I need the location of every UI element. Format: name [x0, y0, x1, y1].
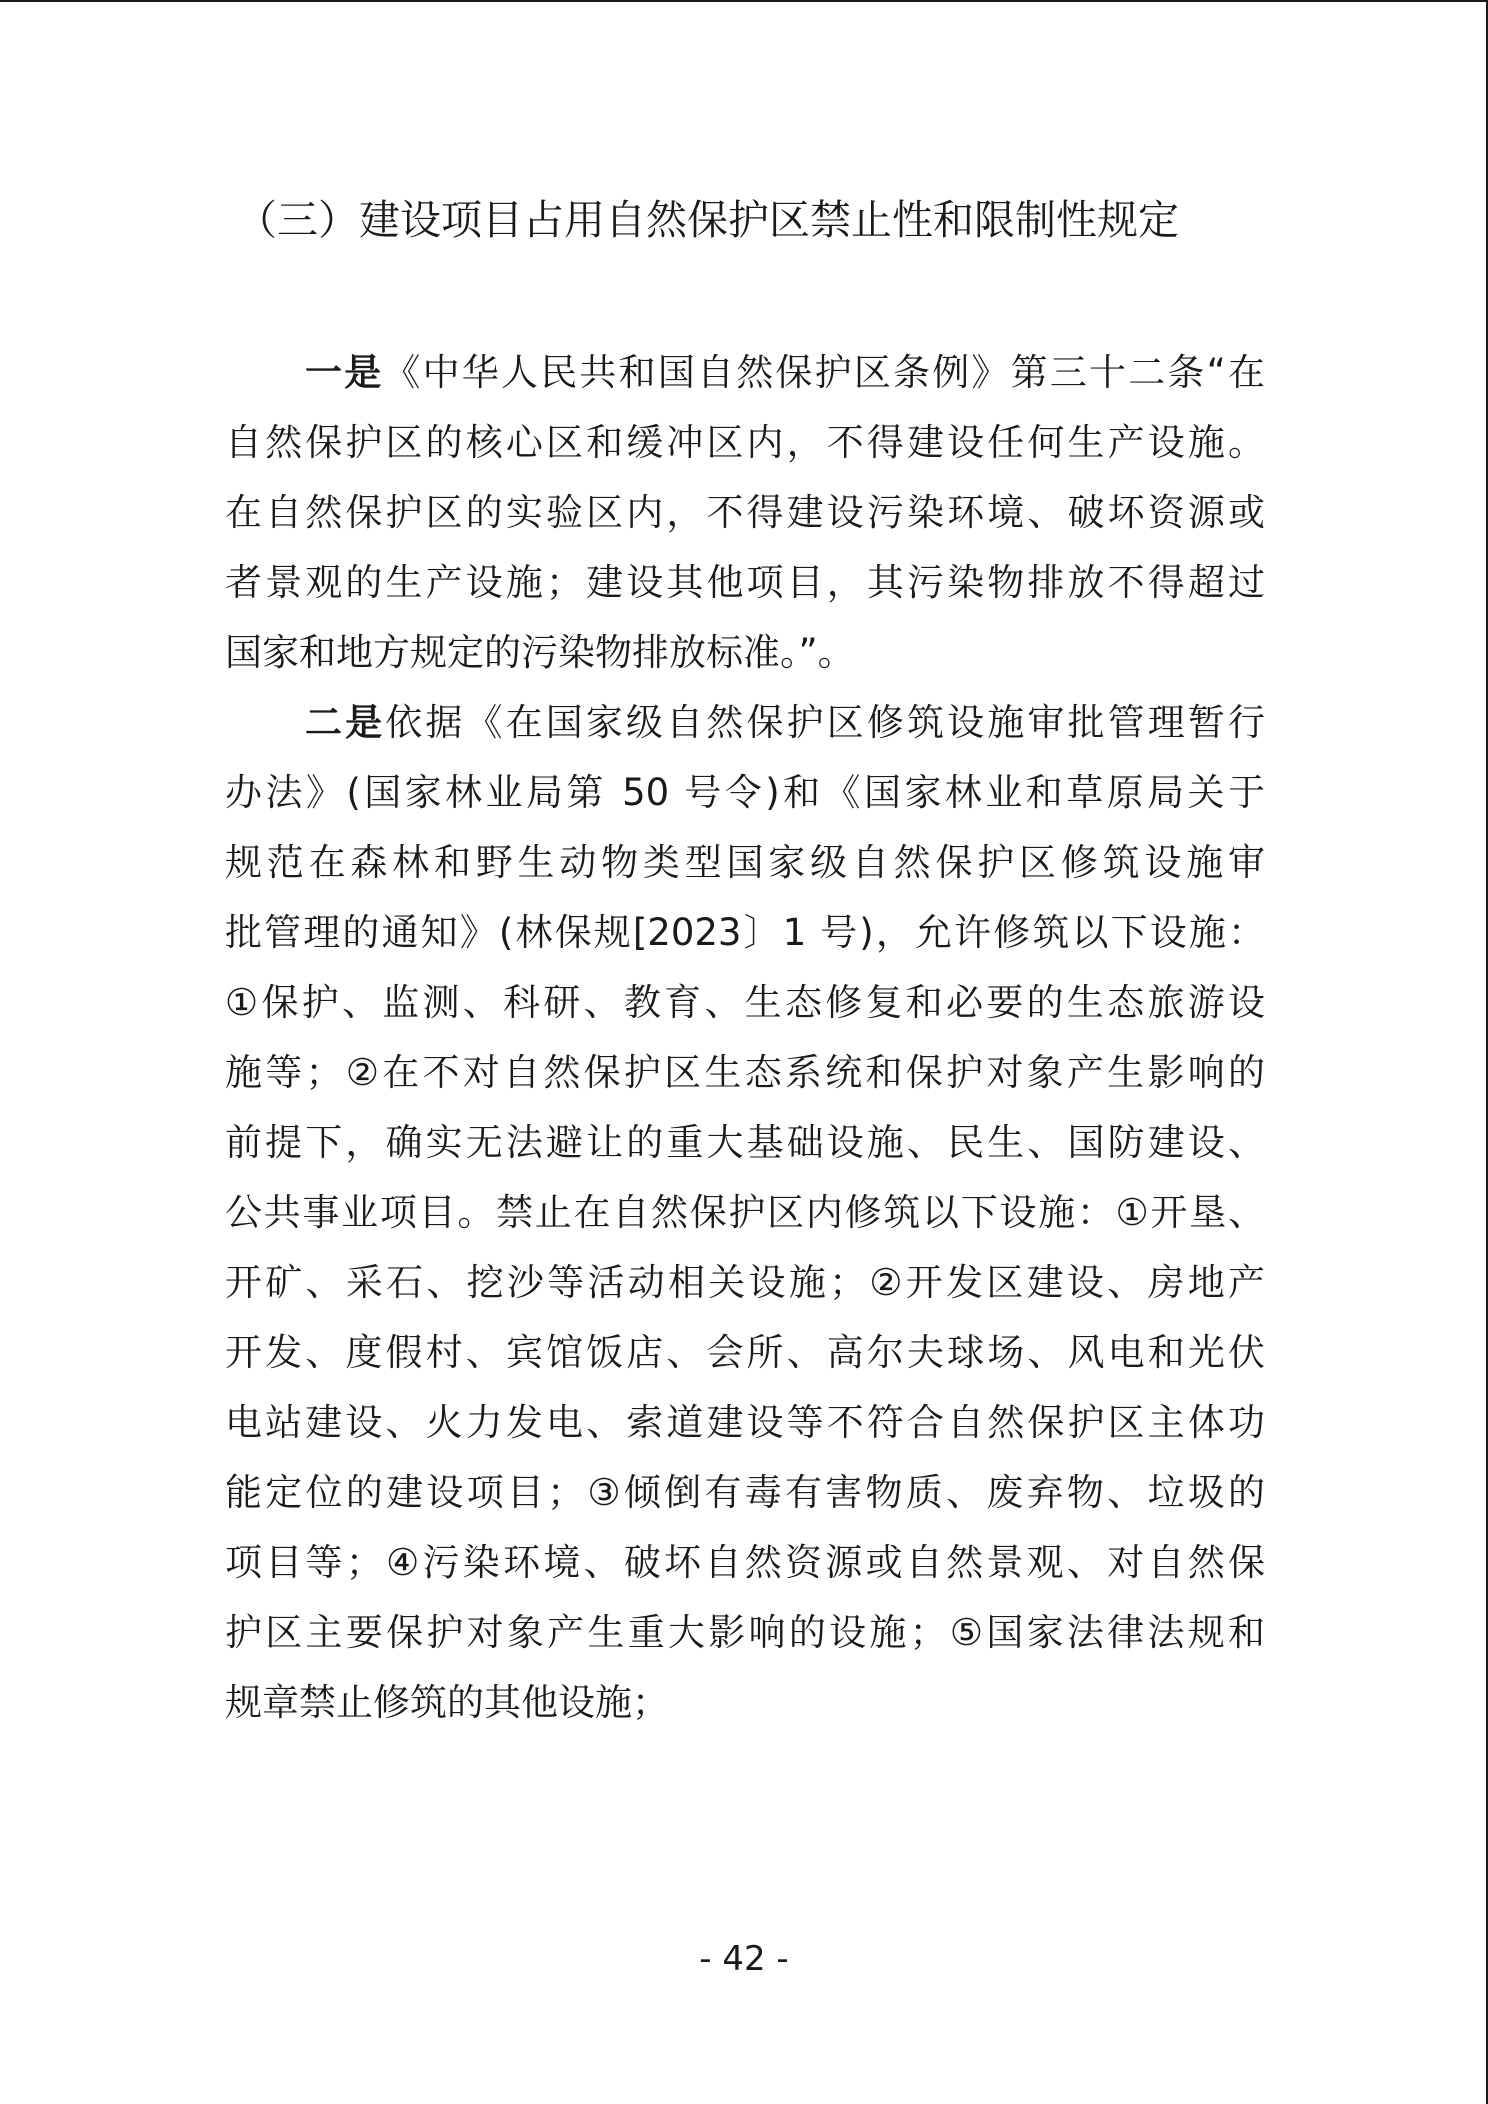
- paragraph-line: 国家和地方规定的污染物排放标准。”。: [225, 631, 855, 674]
- paragraph-line: 批管理的通知》(林保规[2023〕1 号)，允许修筑以下设施：: [225, 911, 1265, 954]
- document-body: [225, 338, 1265, 1738]
- paragraph-line: [225, 688, 1265, 758]
- paragraph-line: 项目等；④污染环境、破坏自然资源或自然景观、对自然保: [225, 1541, 1265, 1584]
- paragraph-line: ①保护、监测、科研、教育、生态修复和必要的生态旅游设: [225, 981, 1265, 1024]
- paragraph-line: 能定位的建设项目；③倾倒有毒有害物质、废弃物、垃圾的: [225, 1471, 1265, 1514]
- paragraph-line: 公共事业项目。禁止在自然保护区内修筑以下设施：①开垦、: [225, 1191, 1265, 1234]
- paragraph-line: 开矿、采石、挖沙等活动相关设施；②开发区建设、房地产: [225, 1261, 1265, 1304]
- page-number: - 42 -: [699, 1939, 789, 1979]
- paragraph-line: 护区主要保护对象产生重大影响的设施；⑤国家法律法规和: [225, 1611, 1265, 1654]
- paragraph-two: [225, 688, 1265, 1738]
- paragraph-line: 在自然保护区的实验区内，不得建设污染环境、破坏资源或: [225, 491, 1265, 534]
- top-border-line: [0, 0, 1488, 2]
- section-title: （三）建设项目占用自然保护区禁止性和限制性规定: [236, 196, 1179, 244]
- paragraph-line: 自然保护区的核心区和缓冲区内，不得建设任何生产设施。: [225, 421, 1265, 464]
- paragraph-lead: 一是: [305, 351, 384, 394]
- paragraph-one: [225, 338, 1265, 688]
- paragraph-line: 开发、度假村、宾馆饭店、会所、高尔夫球场、风电和光伏: [225, 1331, 1265, 1374]
- paragraph-line: 办法》(国家林业局第 50 号令)和《国家林业和草原局关于: [225, 771, 1265, 814]
- paragraph-line: 者景观的生产设施；建设其他项目，其污染物排放不得超过: [225, 561, 1265, 604]
- paragraph-lead: 二是: [305, 701, 386, 744]
- paragraph-line-text: 《中华人民共和国自然保护区条例》第三十二条“在: [383, 351, 1265, 394]
- paragraph-line: 规范在森林和野生动物类型国家级自然保护区修筑设施审: [225, 841, 1265, 884]
- paragraph-line: [225, 338, 1265, 408]
- paragraph-line: 前提下，确实无法避让的重大基础设施、民生、国防建设、: [225, 1121, 1265, 1164]
- paragraph-line: 规章禁止修筑的其他设施；: [225, 1681, 669, 1724]
- paragraph-line-text: 依据《在国家级自然保护区修筑设施审批管理暂行: [385, 701, 1266, 744]
- paragraph-line: 电站建设、火力发电、索道建设等不符合自然保护区主体功: [225, 1401, 1265, 1444]
- paragraph-line: 施等；②在不对自然保护区生态系统和保护对象产生影响的: [225, 1051, 1265, 1094]
